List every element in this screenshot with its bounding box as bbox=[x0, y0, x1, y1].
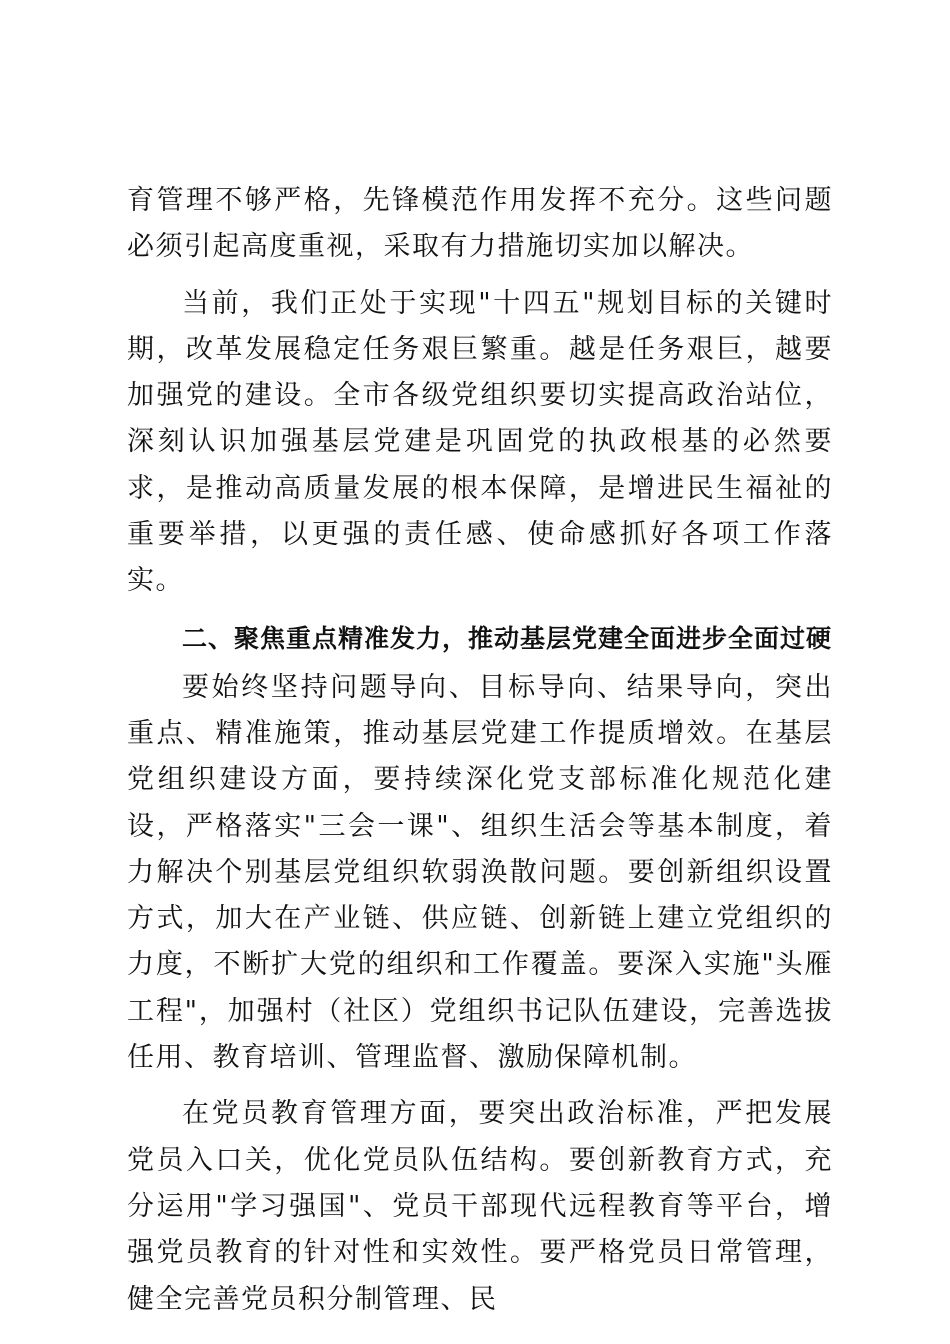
paragraph-continuation: 育管理不够严格，先锋模范作用发挥不充分。这些问题必须引起高度重视，采取有力措施切实加以解决。 bbox=[127, 185, 833, 263]
section-heading-2: 二、聚焦重点精准发力，推动基层党建全面进步全面过硬 bbox=[182, 623, 833, 653]
paragraph-current-situation: 当前，我们正处于实现"十四五"规划目标的关键时期，改革发展稳定任务艰巨繁重。越是任务艰巨，越要加强党的建设。全市各级党组织要切实提高政治站位，深刻认识加强基层党建是巩固党的执政根基的必然要求，是推动高质量发展的根本保障，是增进民生福祉的重要举措，以更强的责任感、使命感抓好各项工作落实。 bbox=[127, 287, 833, 597]
document-body bbox=[127, 178, 833, 1333]
paragraph-member-education: 在党员教育管理方面，要突出政治标准，严把发展党员入口关，优化党员队伍结构。要创新教育方式，充分运用"学习强国"、党员干部现代远程教育等平台，增强党员教育的针对性和实效性。要严格党员日常管理，健全完善党员积分制管理、民 bbox=[127, 1098, 833, 1315]
paragraph-org-building: 要始终坚持问题导向、目标导向、结果导向，突出重点、精准施策，推动基层党建工作提质增效。在基层党组织建设方面，要持续深化党支部标准化规范化建设，严格落实"三会一课"、组织生活会等基本制度，着力解决个别基层党组织软弱涣散问题。要创新组织设置方式，加大在产业链、供应链、创新链上建立党组织的力度，不断扩大党的组织和工作覆盖。要深入实施"头雁工程"，加强村（社区）党组织书记队伍建设，完善选拔任用、教育培训、管理监督、激励保障机制。 bbox=[127, 671, 833, 1074]
